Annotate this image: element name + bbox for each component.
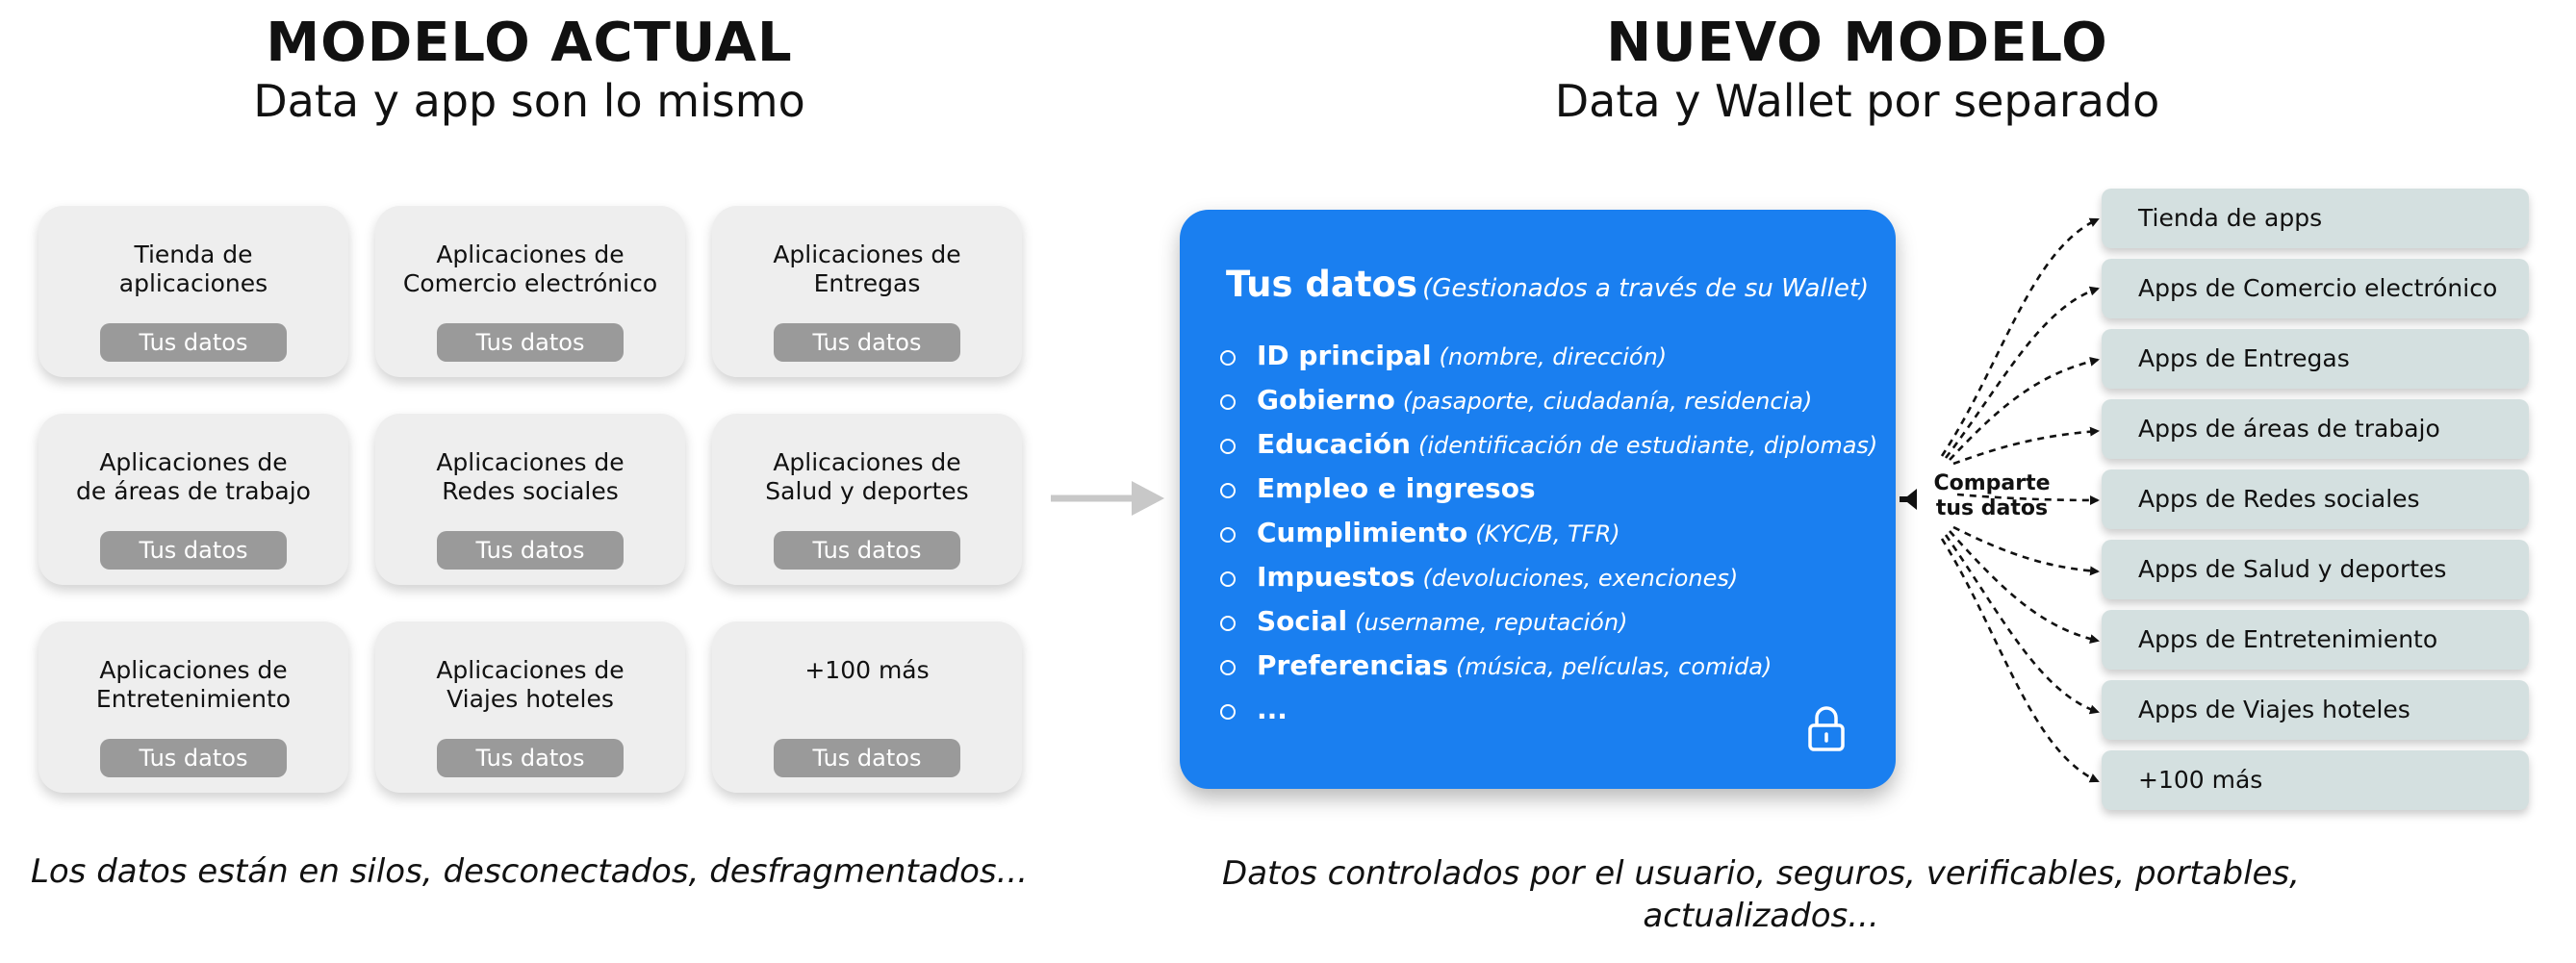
data-pill: Tus datos (774, 531, 960, 570)
data-pill: Tus datos (437, 739, 624, 777)
share-label: Comparte tus datos (1933, 471, 2051, 520)
right-subtitle: Data y Wallet por separado (1554, 75, 2160, 127)
card-label: +100 más (804, 656, 930, 684)
card-label: Aplicaciones de Redes sociales (436, 448, 625, 505)
right-title: NUEVO MODELO (1606, 12, 2108, 74)
card-label: Tienda de aplicaciones (118, 241, 268, 297)
card-label: Aplicaciones de Viajes hoteles (436, 656, 625, 713)
share-arrow (1953, 431, 2098, 464)
share-arrow (1950, 531, 2098, 641)
app-box: Apps de Entretenimiento (2102, 610, 2529, 670)
data-item-id: ID principal (nombre, dirección) (1220, 337, 1667, 375)
data-item-preferencias: Preferencias (música, películas, comida) (1220, 646, 1772, 685)
share-arrow (1946, 535, 2098, 712)
app-box: Apps de Salud y deportes (2102, 540, 2529, 599)
data-item-impuestos: Impuestos (devoluciones, exenciones) (1220, 558, 1738, 596)
data-pill: Tus datos (100, 323, 287, 362)
app-box: Apps de Comercio electrónico (2102, 259, 2529, 318)
left-caption: Los datos están en silos, desconectados, desfragmentados... (30, 852, 1029, 891)
app-box: Apps de áreas de trabajo (2102, 399, 2529, 459)
card-label: Aplicaciones de Entregas (773, 241, 961, 297)
left-subtitle: Data y app son lo mismo (253, 75, 805, 127)
app-box: +100 más (2102, 750, 2529, 810)
data-item-empleo: Empleo e ingresos (1220, 469, 1543, 508)
data-item-social: Social (username, reputación) (1220, 602, 1627, 641)
left-title: MODELO ACTUAL (266, 12, 793, 74)
app-box: Apps de Viajes hoteles (2102, 680, 2529, 740)
data-pill: Tus datos (774, 323, 960, 362)
data-item-gobierno: Gobierno (pasaporte, ciudadanía, residencia) (1220, 381, 1812, 419)
share-arrow (1942, 539, 2098, 781)
data-pill: Tus datos (774, 739, 960, 777)
share-arrow (1950, 360, 2098, 460)
right-caption: Datos controlados por el usuario, seguros, verificables, portables, actualizados... (1222, 854, 2300, 935)
card-label: Aplicaciones de Salud y deportes (765, 448, 969, 505)
data-pill: Tus datos (100, 739, 287, 777)
data-pill: Tus datos (437, 323, 624, 362)
app-box: Apps de Redes sociales (2102, 469, 2529, 529)
data-item-educacion: Educación (identificación de estudiante, diplomas) (1220, 425, 1877, 464)
share-arrow (1942, 219, 2098, 456)
card-label: Aplicaciones de Comercio electrónico (402, 241, 658, 297)
data-pill: Tus datos (100, 531, 287, 570)
share-arrow (1957, 494, 2098, 500)
app-box: Tienda de apps (2102, 189, 2529, 248)
wallet-box-title: Tus datos (Gestionados a través de su Wallet) (1226, 264, 1870, 305)
card-label: Aplicaciones de Entretenimiento (95, 656, 292, 713)
card-label: Aplicaciones de de áreas de trabajo (76, 448, 311, 505)
share-arrow (1953, 527, 2098, 571)
data-item-cumplimiento: Cumplimiento (KYC/B, TFR) (1220, 514, 1620, 552)
app-box: Apps de Entregas (2102, 329, 2529, 389)
data-pill: Tus datos (437, 531, 624, 570)
data-item-more: ... (1220, 691, 1295, 729)
